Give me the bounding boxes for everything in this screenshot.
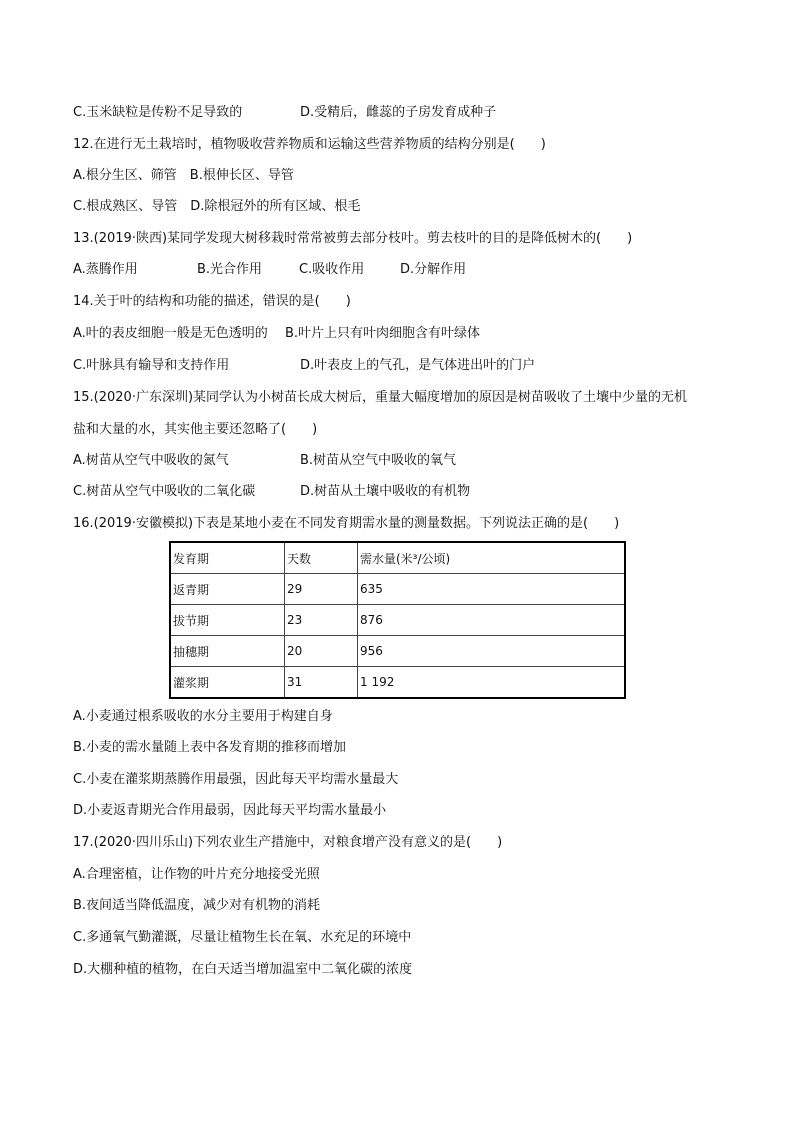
q11-option-c: C.玉米缺粒是传粉不足导致的	[73, 105, 243, 120]
q15-option-c: C.树苗从空气中吸收的二氧化碳	[73, 484, 256, 499]
table-cell: 29	[285, 574, 358, 605]
q15-option-d: D.树苗从土壤中吸收的有机物	[300, 484, 471, 499]
q16-option-b: B.小麦的需水量随上表中各发育期的推移而增加	[73, 740, 347, 755]
table-row	[170, 574, 625, 605]
table-cell: 31	[285, 667, 358, 699]
table-cell: 635	[358, 574, 626, 605]
q17-option-c: C.多通氧气勤灌溉，尽量让植物生长在氧、水充足的环境中	[73, 930, 412, 945]
table-cell: 20	[285, 636, 358, 667]
q14-stem: 14.关于叶的结构和功能的描述，错误的是( )	[73, 294, 351, 309]
table-cell: 返青期	[170, 574, 285, 605]
q14-options-cd	[73, 357, 535, 375]
q14-option-b: B.叶片上只有叶肉细胞含有叶绿体	[285, 326, 481, 341]
q15-stem-line-2: 盐和大量的水，其实他主要还忽略了( )	[73, 422, 318, 437]
q16-stem: 16.(2019·安徽模拟)下表是某地小麦在不同发育期需水量的测量数据。下列说法正确的是( )	[73, 516, 620, 531]
table-cell: 1 192	[358, 667, 626, 699]
q13-stem: 13.(2019·陕西)某同学发现大树移栽时常常被剪去部分枝叶。剪去枝叶的目的是降低树木的( )	[73, 231, 633, 246]
q14-options-ab	[73, 325, 480, 343]
q13-options	[73, 261, 466, 279]
q16-option-a: A.小麦通过根系吸收的水分主要用于构建自身	[73, 709, 333, 724]
q14-option-a: A.叶的表皮细胞一般是无色透明的	[73, 326, 268, 341]
q13-option-a: A.蒸腾作用	[73, 262, 138, 277]
q15-options-ab	[73, 452, 456, 470]
q15-options-cd	[73, 483, 470, 501]
q17-stem: 17.(2020·四川乐山)下列农业生产措施中，对粮食增产没有意义的是( )	[73, 835, 503, 850]
table-header-cell: 天数	[285, 542, 358, 574]
table-header-cell: 发育期	[170, 542, 285, 574]
q13-option-b: B.光合作用	[197, 262, 263, 277]
water-requirement-table	[169, 541, 626, 699]
q11-options-cd	[73, 104, 496, 122]
table-cell: 956	[358, 636, 626, 667]
q15-stem-line-1: 15.(2020·广东深圳)某同学认为小树苗长成大树后，重量大幅度增加的原因是树苗吸收了土壤中少量的无机	[73, 390, 688, 405]
table-cell: 23	[285, 605, 358, 636]
q15-option-a: A.树苗从空气中吸收的氮气	[73, 453, 229, 468]
q11-option-d: D.受精后，雌蕊的子房发育成种子	[300, 105, 497, 120]
table-header-cell: 需水量(米³/公顷)	[358, 542, 626, 574]
table-cell: 拔节期	[170, 605, 285, 636]
table-header-row	[170, 542, 625, 574]
table-row	[170, 636, 625, 667]
q12-stem: 12.在进行无土栽培时，植物吸收营养物质和运输这些营养物质的结构分别是( )	[73, 137, 546, 152]
table-cell: 876	[358, 605, 626, 636]
q12-options-ab: A.根分生区、筛管 B.根伸长区、导管	[73, 168, 294, 183]
q16-option-d: D.小麦返青期光合作用最弱，因此每天平均需水量最小	[73, 803, 387, 818]
table-cell: 抽穗期	[170, 636, 285, 667]
q17-option-b: B.夜间适当降低温度，减少对有机物的消耗	[73, 898, 321, 913]
q16-option-c: C.小麦在灌浆期蒸腾作用最强，因此每天平均需水量最大	[73, 772, 399, 787]
q17-option-d: D.大棚种植的植物，在白天适当增加温室中二氧化碳的浓度	[73, 962, 413, 977]
q13-option-c: C.吸收作用	[299, 262, 365, 277]
q14-option-d: D.叶表皮上的气孔，是气体进出叶的门户	[300, 358, 536, 373]
q12-options-cd: C.根成熟区、导管 D.除根冠外的所有区域、根毛	[73, 199, 361, 214]
q17-option-a: A.合理密植，让作物的叶片充分地接受光照	[73, 867, 320, 882]
table-cell: 灌浆期	[170, 667, 285, 699]
q14-option-c: C.叶脉具有输导和支持作用	[73, 358, 230, 373]
q13-option-d: D.分解作用	[400, 262, 467, 277]
table-row	[170, 605, 625, 636]
q15-option-b: B.树苗从空气中吸收的氧气	[300, 453, 457, 468]
table-row	[170, 667, 625, 699]
